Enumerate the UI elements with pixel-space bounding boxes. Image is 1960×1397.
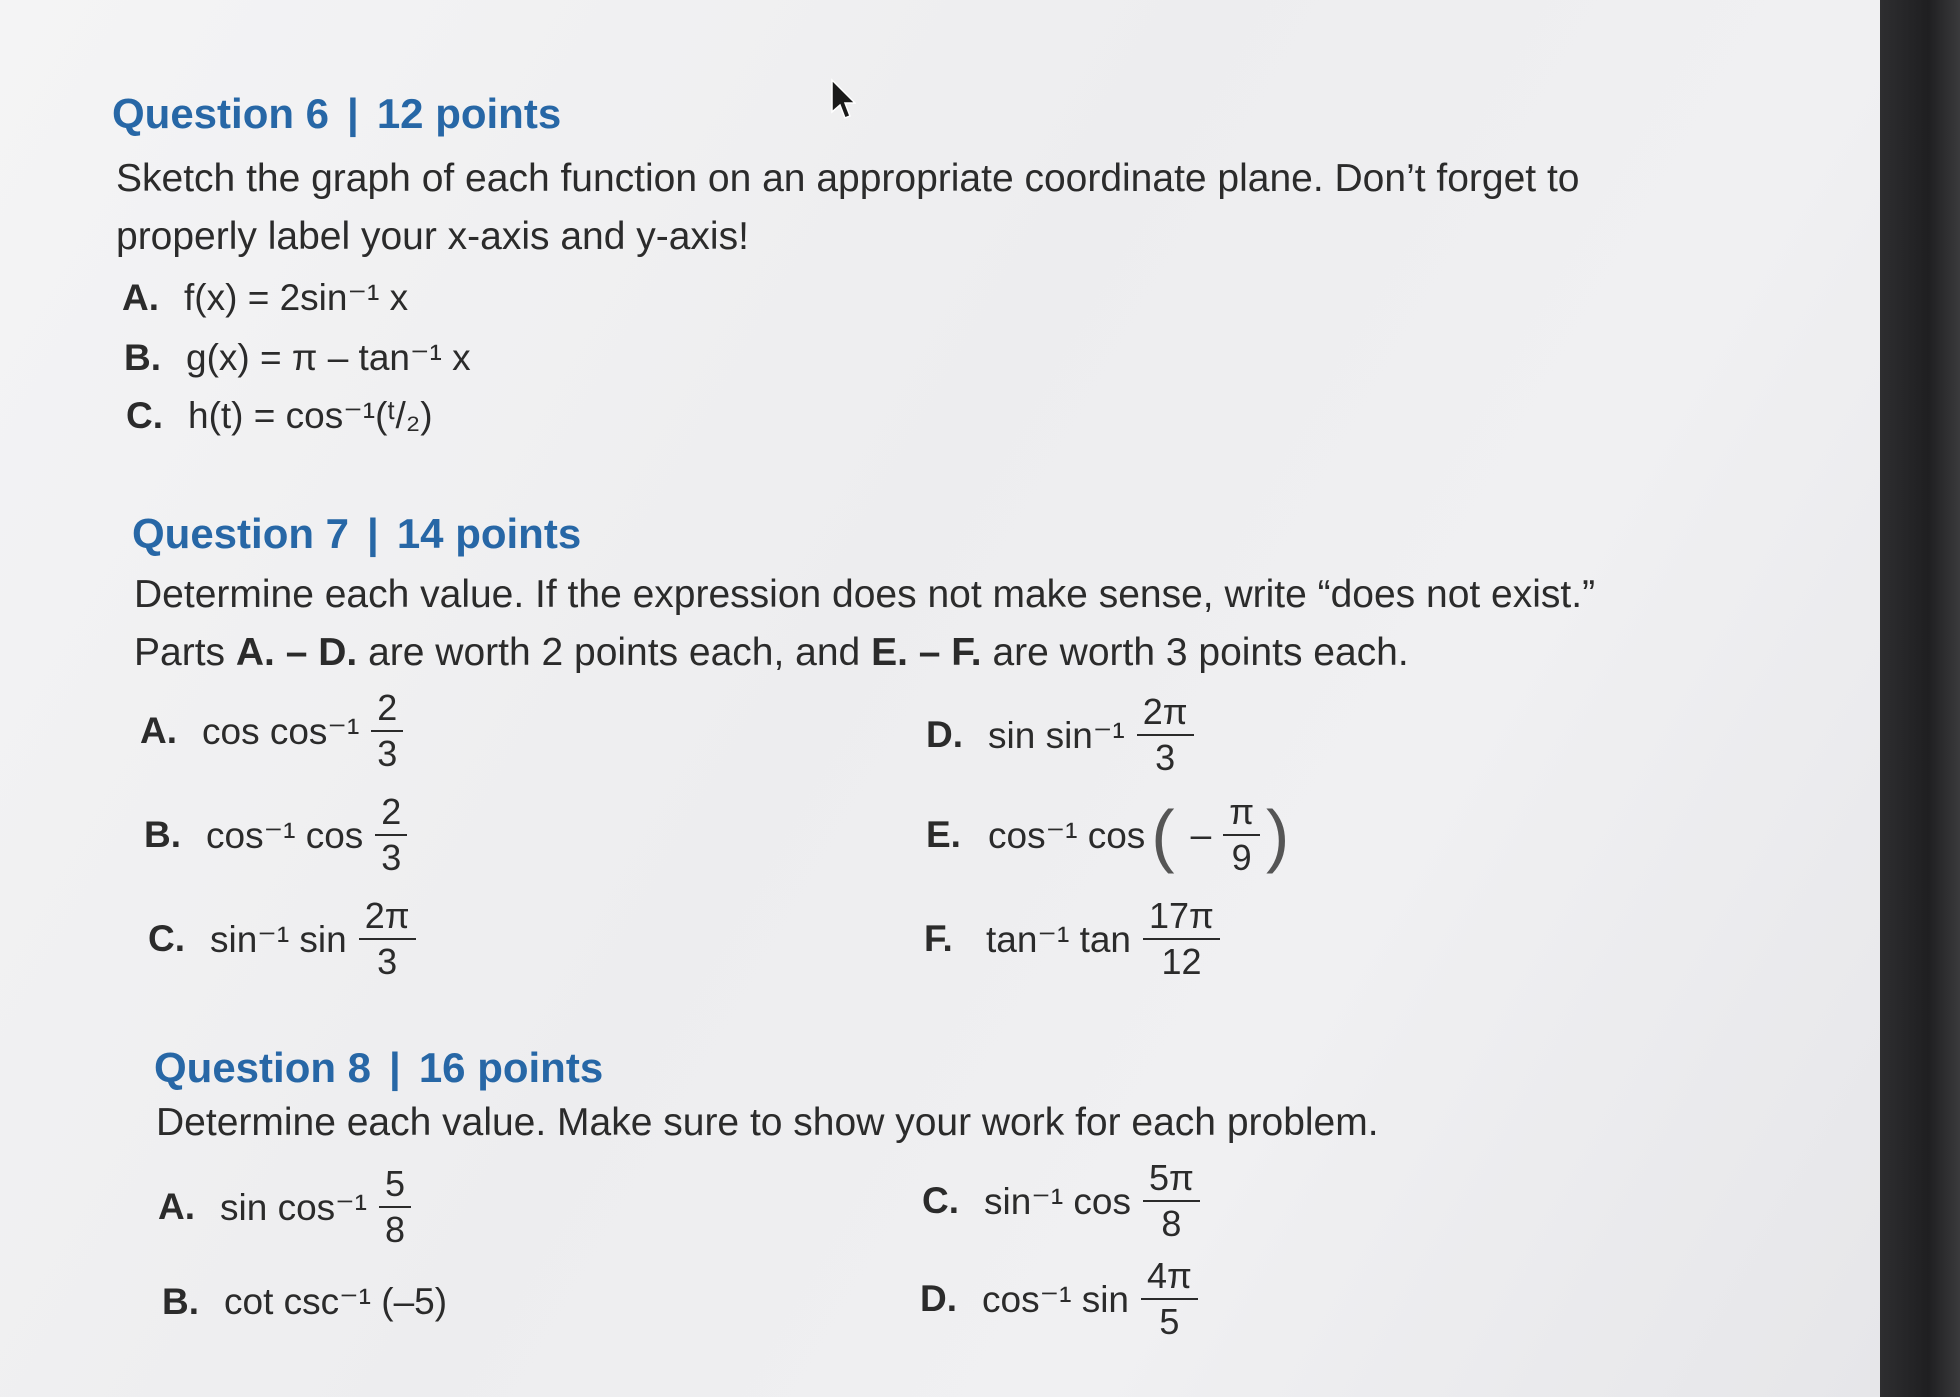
- fraction-denominator: 3: [1155, 737, 1176, 778]
- q8-item-c-label: C.: [922, 1180, 959, 1221]
- q8-item-d-fraction: [1141, 1256, 1198, 1342]
- question-6-instructions: Sketch the graph of each function on an appropriate coordinate plane. Don’t forget to properly label your x-axis and y-axis!: [116, 157, 1580, 258]
- q7-item-a-fraction: [371, 688, 403, 774]
- q8-item-d-label: D.: [920, 1278, 957, 1319]
- question-6-points: 12 points: [376, 90, 562, 137]
- question-6-title: [112, 90, 561, 138]
- fraction-denominator: 3: [377, 733, 398, 774]
- q7-item-e-label: E.: [926, 814, 961, 855]
- question-7-line-2-suffix: are worth 3 points each.: [981, 631, 1409, 674]
- q6-item-b-label: B.: [124, 336, 161, 378]
- q8-item-a-label: A.: [158, 1186, 195, 1227]
- q7-item-b-fraction: [375, 792, 407, 878]
- fraction-denominator: 12: [1161, 941, 1202, 982]
- fraction-numerator: 2: [371, 688, 403, 732]
- fraction-denominator: 3: [377, 941, 398, 982]
- q8-item-a-fraction: [379, 1164, 411, 1250]
- q7-item-a-label: A.: [140, 710, 177, 751]
- question-8-instructions: Determine each value. Make sure to show your work for each problem.: [156, 1101, 1379, 1144]
- question-7-parts-e-f: E. – F.: [871, 631, 982, 674]
- mouse-cursor-icon: [830, 78, 856, 122]
- fraction-denominator: 8: [385, 1209, 406, 1250]
- q8-item-c-expression: sin⁻¹ cos: [984, 1180, 1132, 1222]
- left-parenthesis: (: [1151, 796, 1175, 874]
- q7-item-c-label: C.: [148, 918, 185, 959]
- q7-item-f-expression: tan⁻¹ tan: [986, 918, 1132, 960]
- q7-item-c-expression: sin⁻¹ sin: [210, 918, 347, 960]
- q8-item-a: [158, 1164, 411, 1250]
- q8-item-c: [922, 1158, 1200, 1244]
- question-6-label: Question 6: [112, 90, 330, 137]
- fraction-numerator: 2: [375, 792, 407, 836]
- q8-item-d: [920, 1256, 1198, 1342]
- q6-item-a-label: A.: [122, 276, 159, 318]
- question-8-label: Question 8: [154, 1044, 372, 1091]
- q7-item-f: [924, 896, 1220, 982]
- q6-item-c: [126, 394, 433, 437]
- q7-item-a: [140, 688, 403, 774]
- question-7-line-2-mid: are worth 2 points each, and: [357, 631, 872, 674]
- q7-item-d-expression: sin sin⁻¹: [988, 714, 1125, 756]
- q7-item-d: [926, 692, 1194, 778]
- q7-item-b-expression: cos⁻¹ cos: [206, 814, 364, 856]
- q6-item-b: [124, 336, 471, 379]
- fraction-denominator: 5: [1159, 1301, 1180, 1342]
- q6-item-c-label: C.: [126, 394, 163, 436]
- fraction-numerator: π: [1223, 792, 1260, 836]
- q7-item-a-expression: cos cos⁻¹: [202, 710, 360, 752]
- q7-item-e-expression: cos⁻¹ cos: [988, 814, 1146, 856]
- q8-item-c-fraction: [1143, 1158, 1200, 1244]
- q7-item-e-sign: –: [1190, 814, 1212, 855]
- q7-item-b: [144, 792, 407, 878]
- q7-item-e: [926, 792, 1295, 878]
- q8-item-b: [162, 1280, 447, 1323]
- question-8-separator: |: [389, 1044, 401, 1091]
- q7-item-d-fraction: [1137, 692, 1194, 778]
- question-7-line-1: Determine each value. If the expression does not make sense, write “does not exist.”: [134, 573, 1596, 616]
- fraction-numerator: 5π: [1143, 1158, 1200, 1202]
- question-7-instructions: [134, 566, 1734, 682]
- question-7-points: 14 points: [396, 510, 582, 557]
- fraction-denominator: 3: [381, 837, 402, 878]
- q6-item-a-expression: f(x) = 2sin⁻¹ x: [184, 277, 409, 318]
- right-parenthesis: ): [1266, 796, 1290, 874]
- q7-item-b-label: B.: [144, 814, 181, 855]
- page-edge-shadow: [1880, 0, 1960, 1397]
- q6-item-a: [122, 276, 408, 319]
- question-7-title: [132, 510, 581, 558]
- q7-item-e-fraction: [1223, 792, 1260, 878]
- question-7-line-2-prefix: Parts: [134, 631, 236, 674]
- fraction-denominator: 9: [1231, 837, 1252, 878]
- question-6-separator: |: [347, 90, 359, 137]
- q8-item-b-expression: cot csc⁻¹ (–5): [224, 1281, 448, 1322]
- question-7-separator: |: [367, 510, 379, 557]
- q7-item-d-label: D.: [926, 714, 963, 755]
- fraction-numerator: 17π: [1143, 896, 1220, 940]
- fraction-numerator: 2π: [359, 896, 416, 940]
- q7-item-f-label: F.: [924, 918, 953, 959]
- q7-item-c-fraction: [359, 896, 416, 982]
- fraction-numerator: 2π: [1137, 692, 1194, 736]
- fraction-denominator: 8: [1161, 1203, 1182, 1244]
- q8-item-b-label: B.: [162, 1280, 199, 1322]
- fraction-numerator: 5: [379, 1164, 411, 1208]
- question-8-title: [154, 1044, 603, 1092]
- question-8-points: 16 points: [418, 1044, 604, 1091]
- q7-item-f-fraction: [1143, 896, 1220, 982]
- q6-item-c-expression: h(t) = cos⁻¹(ᵗ/₂): [188, 395, 433, 436]
- q7-item-c: [148, 896, 416, 982]
- question-7-label: Question 7: [132, 510, 350, 557]
- question-7-parts-a-d: A. – D.: [235, 631, 358, 674]
- q8-item-d-expression: cos⁻¹ sin: [982, 1278, 1130, 1320]
- q8-item-a-expression: sin cos⁻¹: [220, 1186, 368, 1228]
- q6-item-b-expression: g(x) = π – tan⁻¹ x: [186, 337, 471, 378]
- fraction-numerator: 4π: [1141, 1256, 1198, 1300]
